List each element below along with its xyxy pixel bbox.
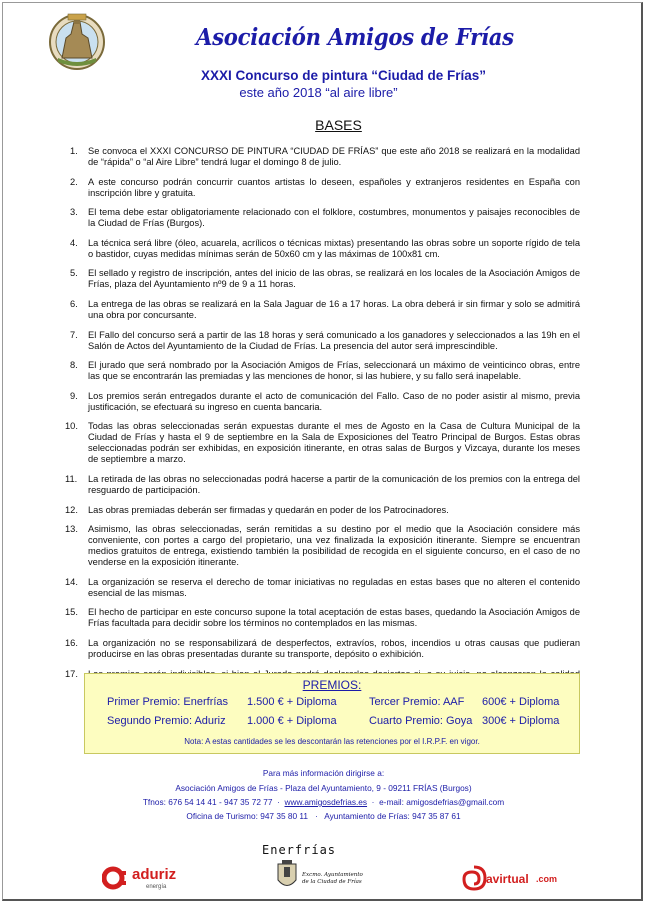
rule-item — [62, 474, 580, 496]
aduriz-subtitle: energía — [146, 884, 167, 890]
rule-item — [62, 524, 580, 568]
contact-address: Asociación Amigos de Frías - Plaza del Ayuntamiento, 9 - 09211 FRÍAS (Burgos) — [175, 783, 472, 793]
rule-item — [62, 207, 580, 229]
coat-of-arms-icon — [276, 860, 298, 892]
rule-text: La técnica será libre (óleo, acuarela, acrílicos o técnicas mixtas) presentando las obras sobre un soporte rígido de tela o bastidor, cuyas medidas mínimas serán de 50x60 cm y las máximas de 100x81 cm. — [88, 237, 580, 259]
rule-text: Se convoca el XXXI CONCURSO DE PINTURA “CIUDAD DE FRÍAS” que este año 2018 se realizará en la modalidad de “rápida” o “al Aire Libre” tendrá lugar el domingo 8 de julio. — [88, 146, 580, 167]
rule-text: Todas las obras seleccionadas serán expuestas durante el mes de Agosto en la Casa de Cultura Municipal de la Ciudad de Frías y hasta el 9 de septiembre en la Sala de Exposiciones del Teatro Principal de Burgos. Estas obras seleccionadas podrán ser exhibidas, en exposición itinerante, en otras salas de Burgos y Vizcaya, durante los meses de septiembre a marzo. — [88, 421, 580, 465]
rule-text: Los premios serán entregados durante el acto de comunicación del Fallo. Caso de no poder asistir al mismo, previa justificación, se efectuará su ingreso en cuenta bancaria. — [88, 390, 580, 412]
rule-text: A este concurso podrán concurrir cuantos artistas lo deseen, españoles y extranjeros residentes en España con inscripción libre y gratuita. — [88, 176, 580, 198]
rule-number: 17. — [65, 668, 78, 679]
rule-number: 6. — [70, 298, 78, 309]
prize-third-label: Tercer Premio: AAF — [369, 696, 465, 708]
rule-number: 15. — [65, 607, 78, 618]
rule-item — [62, 421, 580, 465]
contest-title: XXXI Concurso de pintura “Ciudad de Frías” — [200, 68, 487, 83]
rule-number: 16. — [65, 637, 78, 648]
goya-swirl-icon — [460, 864, 488, 892]
rule-item — [62, 268, 580, 290]
rule-text: El sellado y registro de inscripción, antes del inicio de las obras, se realizará en los locales de la Asociación Amigos de Frías, plaza del Ayuntamiento nº9 de 9 a 11 horas. — [88, 268, 580, 290]
rule-number: 11. — [65, 473, 78, 484]
rule-number: 7. — [70, 329, 78, 340]
goya-name: avirtual — [486, 872, 529, 886]
rule-text: La retirada de las obras no seleccionadas podrá hacerse a partir de la comunicación de los premios con la entrega del resguardo de participación. — [88, 473, 580, 495]
rule-number: 13. — [65, 524, 78, 535]
council-logo — [272, 858, 382, 898]
goya-suffix: .com — [536, 874, 558, 884]
prize-fourth-label: Cuarto Premio: Goya — [369, 715, 473, 727]
council-office: Ayuntamiento de Frías: 947 35 87 61 — [324, 811, 461, 821]
rule-item — [62, 299, 580, 321]
aduriz-logo — [102, 862, 192, 898]
contest-subtitle: este año 2018 “al aire libre” — [239, 85, 398, 100]
prizes-box — [84, 673, 580, 754]
rule-number: 5. — [70, 268, 78, 279]
rule-item — [62, 638, 580, 660]
rule-item — [62, 330, 580, 352]
rule-text: La entrega de las obras se realizará en la Sala Jaguar de 16 a 17 horas. La obra deberá ir sin firmar y solo se admitirá una obra por concursante. — [88, 298, 580, 320]
prize-first-label: Primer Premio: Enerfrías — [107, 696, 229, 708]
rules-list — [62, 146, 580, 699]
separator: · — [371, 797, 375, 807]
contact-phones-line — [0, 797, 647, 807]
separator: · — [314, 811, 318, 821]
prize-third-amount: 600€ + Diploma — [482, 696, 560, 708]
aduriz-mark-icon — [102, 866, 128, 890]
enerfrias-brand: Enerfrías — [262, 843, 337, 857]
rule-item — [62, 238, 580, 260]
rule-number: 3. — [70, 207, 78, 218]
prizes-note: Nota: A estas cantidades se les descontarán las retenciones por el I.R.P.F. en vigor. — [184, 737, 480, 746]
rule-text: El tema debe estar obligatoriamente relacionado con el folklore, costumbres, monumentos y paisajes reconocibles de la Ciudad de Frías (Burgos). — [88, 207, 580, 229]
rule-number: 8. — [70, 360, 78, 371]
rule-number: 12. — [65, 504, 78, 515]
rule-item — [62, 177, 580, 199]
rule-item — [62, 146, 580, 168]
contact-offices-line — [0, 811, 647, 821]
rule-text: El hecho de participar en este concurso supone la total aceptación de estas bases, quedando la Asociación Amigos de Frías facultada para decidir sobre los términos no contemplados en las mismas. — [88, 607, 580, 629]
rule-number: 9. — [70, 390, 78, 401]
rule-item — [62, 360, 580, 382]
rule-item — [62, 607, 580, 629]
association-logo — [46, 8, 108, 74]
bases-heading: BASES — [315, 117, 362, 133]
prize-fourth-amount: 300€ + Diploma — [482, 715, 560, 727]
rule-text: El jurado que será nombrado por la Asociación Amigos de Frías, seleccionará un máximo de veinticinco obras, entre las que se encontrarán las premiadas y las menciones de honor, si las hubiere, y su fallo será inapelable. — [88, 360, 580, 382]
contact-email[interactable]: e-mail: amigosdefrias@gmail.com — [379, 797, 505, 807]
rule-text: La organización no se responsabilizará de desperfectos, extravíos, robos, incendios u otras causas que pudieran producirse en las obras presentadas durante su transporte, depósito o exhibición. — [88, 637, 580, 659]
tourism-office: Oficina de Turismo: 947 35 80 11 — [186, 811, 309, 821]
council-name-line2: de la Ciudad de Frías — [302, 879, 362, 885]
prizes-title: PREMIOS: — [302, 678, 362, 692]
contact-intro: Para más información dirigirse a: — [262, 768, 385, 778]
organization-title: Asociación Amigos de Frías — [196, 24, 514, 51]
rule-text: Asimismo, las obras seleccionadas, serán remitidas a su destino por el medio que la Asociación considere más conveniente, con portes a cargo del propietario, una vez finalizada la exposición itinerante. Siempre se encuentran medios gratuitos de entrega, existiendo también la posibilidad de recogida en el siguiente concurso, en el caso de no venderse en la exposición itinerante. — [88, 524, 580, 568]
aduriz-name: aduriz — [132, 866, 177, 883]
rule-number: 4. — [70, 237, 78, 248]
goya-logo — [460, 862, 570, 898]
rule-text: El Fallo del concurso será a partir de las 18 horas y será comunicado a los ganadores y seleccionados a las 19h en el Salón de Actos del Ayuntamiento de la Ciudad de Frías. La presencia del autor será imprescindible. — [88, 329, 580, 351]
separator: · — [277, 797, 280, 807]
prize-first-amount: 1.500 € + Diploma — [247, 696, 337, 708]
prize-second-amount: 1.000 € + Diploma — [247, 715, 337, 727]
rule-text: Las obras premiadas deberán ser firmadas y quedarán en poder de los Patrocinadores. — [88, 504, 449, 515]
rule-text: La organización se reserva el derecho de tomar iniciativas no reguladas en estas bases que no alteren el contenido esencial de las mismas. — [88, 576, 580, 598]
council-name-line1: Excmo. Ayuntamiento — [302, 872, 363, 878]
contact-phones: Tfnos: 676 54 14 41 - 947 35 72 77 — [142, 797, 273, 807]
prize-second-label: Segundo Premio: Aduriz — [107, 715, 226, 727]
rule-number: 14. — [65, 576, 78, 587]
rule-item — [62, 577, 580, 599]
rule-number: 10. — [65, 421, 78, 432]
rule-number: 2. — [70, 176, 78, 187]
rule-number: 1. — [70, 146, 78, 156]
rule-item — [62, 391, 580, 413]
rule-item — [62, 505, 580, 516]
website-link[interactable]: www.amigosdefrias.es — [284, 797, 368, 807]
